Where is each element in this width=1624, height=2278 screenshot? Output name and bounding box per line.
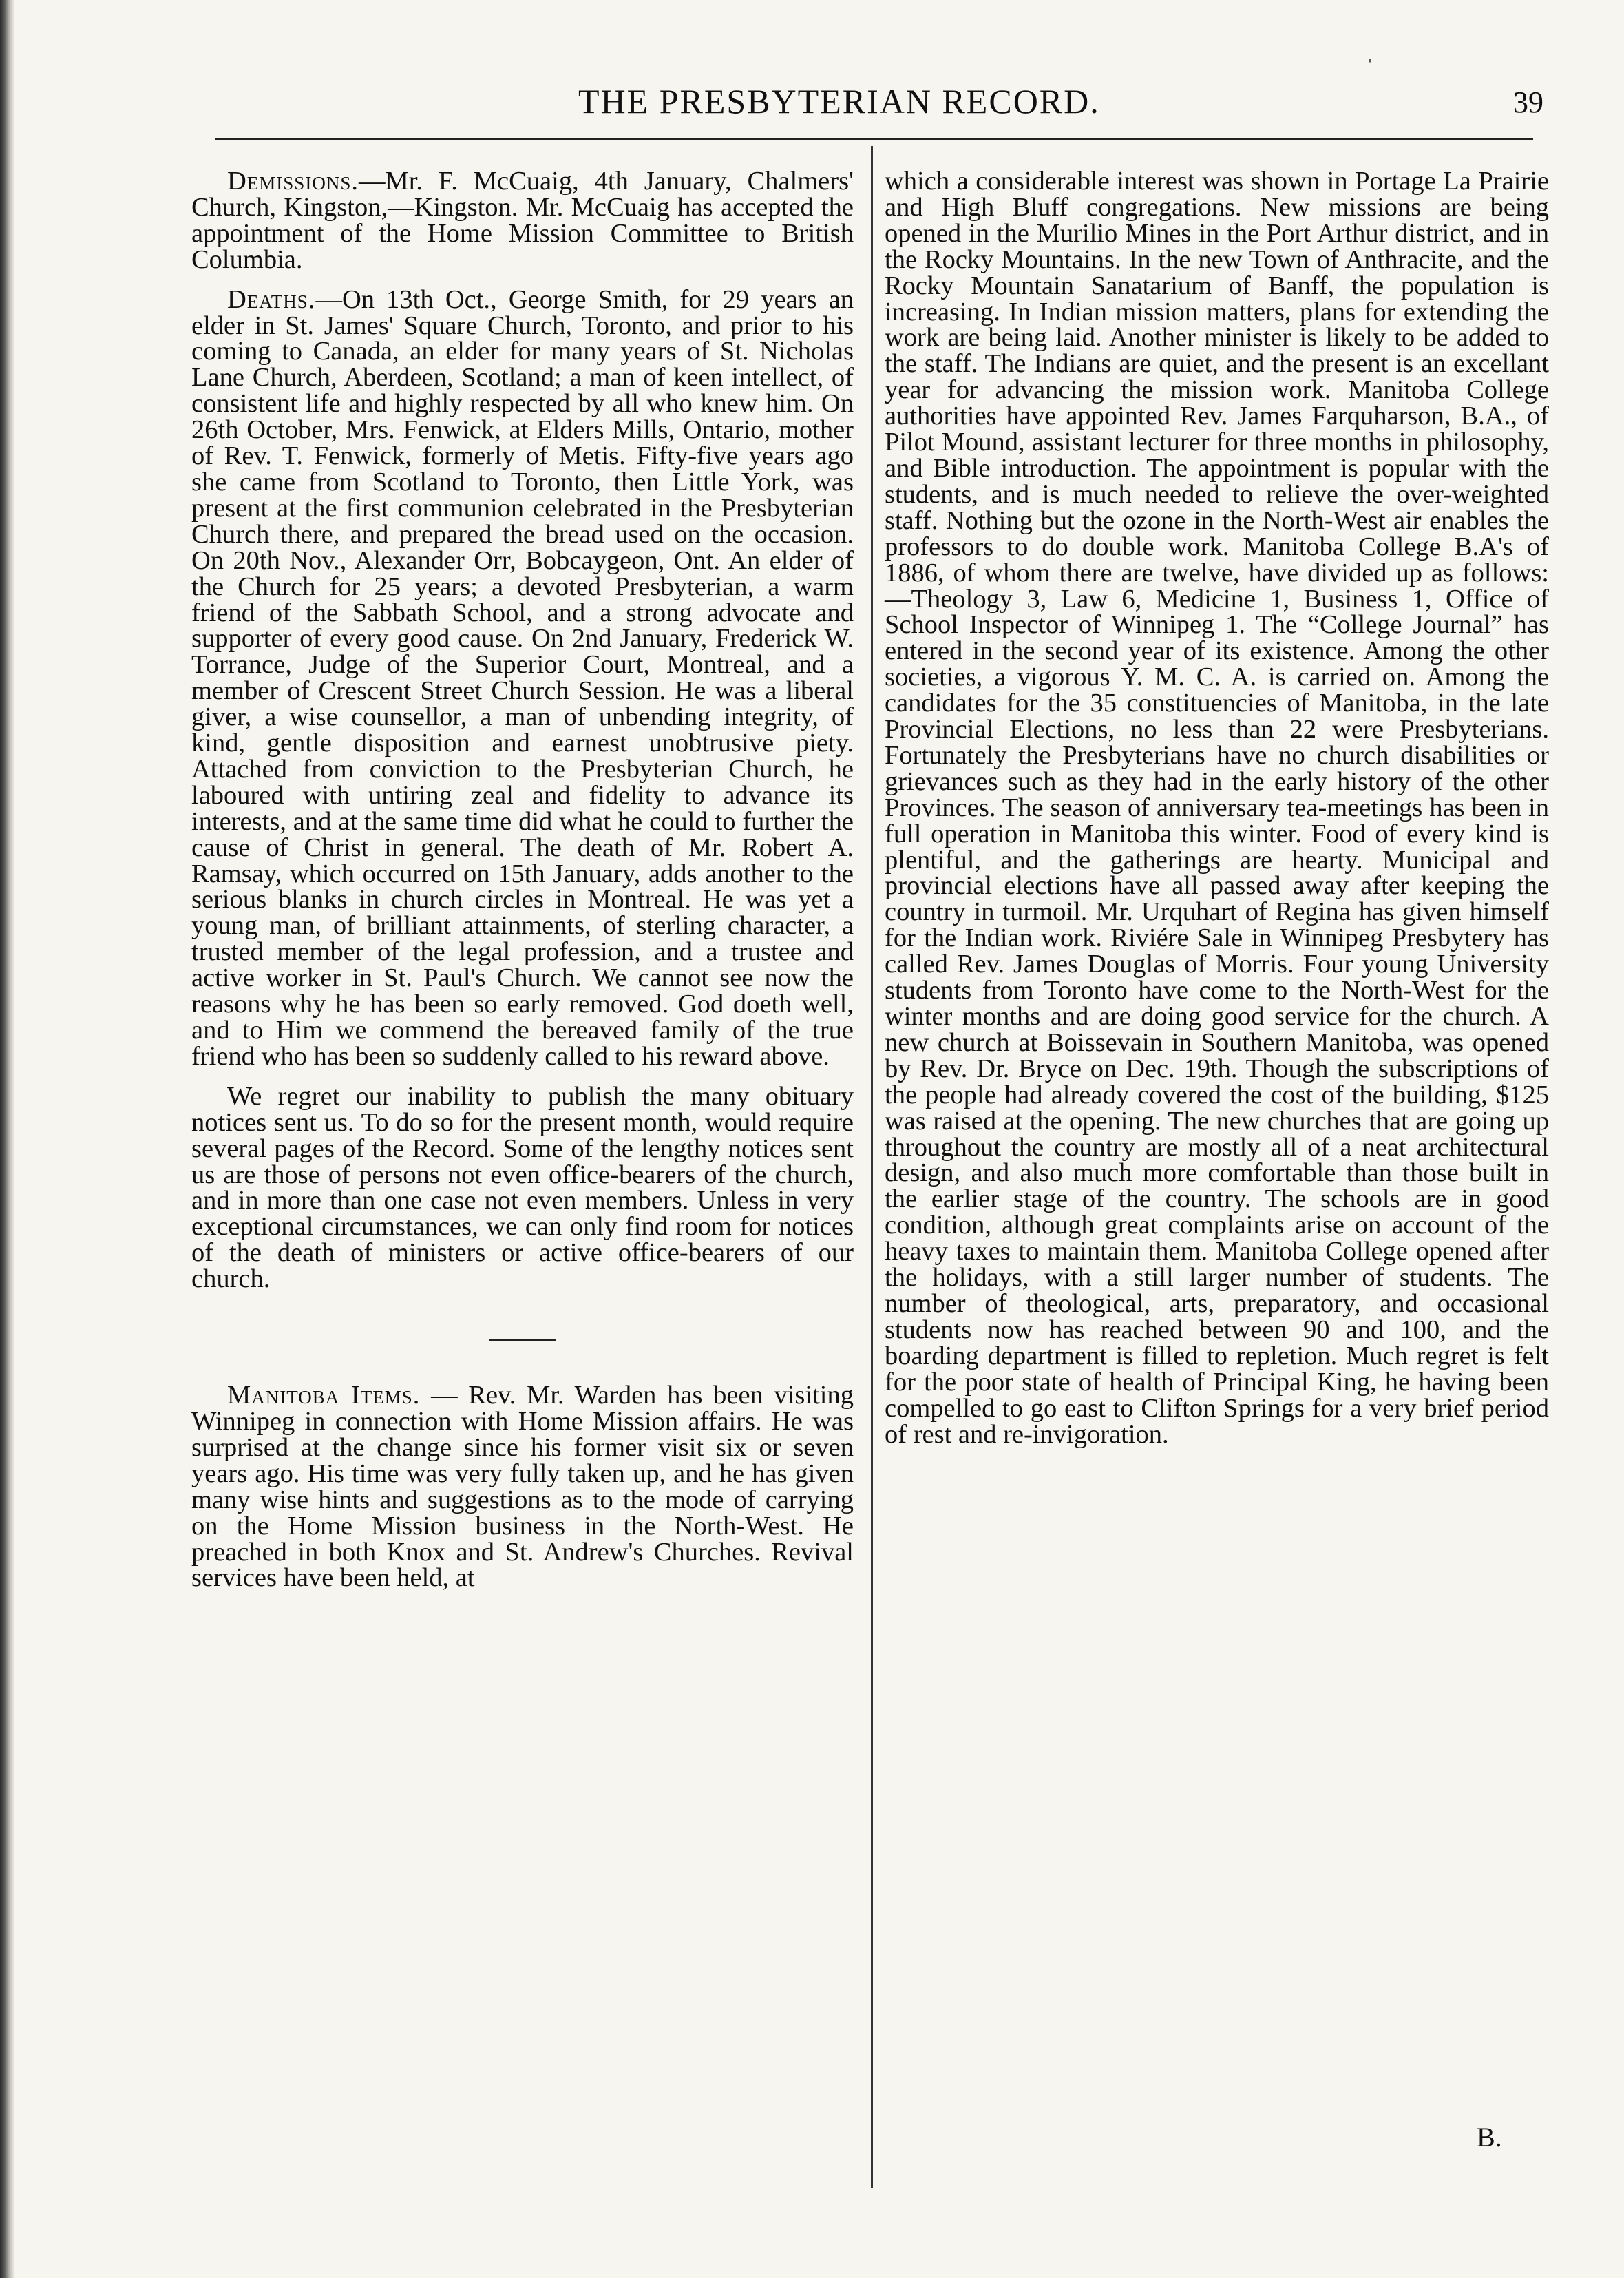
manitoba-paragraph [191, 1383, 854, 1591]
page-header [0, 81, 1624, 129]
author-signature: B. [1477, 2122, 1502, 2153]
publication-title: THE PRESBYTERIAN RECORD. [578, 82, 1100, 121]
left-column [191, 169, 854, 1591]
deaths-text: —On 13th Oct., George Smith, for 29 years an elder in St. James' Square Church, Toronto, and prior to his coming to Canada, an elder for many years of St. Nicholas Lane Church, Aberdeen, Scotland; a man of keen intellect, of consistent life and highly respected by all who knew him. On 26th October, Mrs. Fenwick, at Elders Mills, Ontario, mother of Rev. T. Fenwick, formerly of Metis. Fifty-five years ago she came from Scotland to Toronto, then Little York, was present at the first communion celebrated in the Presbyterian Church there, and prepared the bread used on the occasion. On 20th Nov., Alexander Orr, Bobcaygeon, Ont. An elder of the Church for 25 years; a devoted Presbyterian, a warm friend of the Sabbath School, and a strong advocate and supporter of every good cause. On 2nd January, Frederick W. Torrance, Judge of the Superior Court, Montreal, and a member of Crescent Street Church Session. He was a liberal giver, a wise counsellor, a man of unbending integrity, of kind, gentle disposition and earnest unobtrusive piety. Attached from conviction to the Presbyterian Church, he laboured with untiring zeal and fidelity to advance its interests, and at the same time did what he could to further the cause of Christ in general. The death of Mr. Robert A. Ramsay, which occurred on 15th January, adds another to the serious blanks in church circles in Montreal. He was yet a young man, of brilliant attainments, of sterling character, a trusted member of the legal profession, and a trustee and active worker in St. Paul's Church. We cannot see now the reasons why he has been so early removed. God doeth well, and to Him we commend the bereaved family of the true friend who has been so suddenly called to his reward above. [191, 284, 854, 1071]
print-mark: ˌ [1367, 40, 1373, 63]
regret-paragraph: We regret our inability to publish the many obituary notices sent us. To do so for the present month, would require several pages of the Record. Some of the lengthy notices sent us are those of persons not even office-bearers of the church, and in more than one case not even members. Unless in very exceptional circumstances, we can only find room for notices of the death of ministers or active office-bearers of our church. [191, 1081, 854, 1294]
binding-edge [0, 0, 15, 2278]
section-rule [489, 1339, 556, 1341]
demissions-heading: Demissions. [227, 167, 359, 196]
deaths-heading: Deaths. [227, 284, 316, 314]
page-number: 39 [1513, 85, 1543, 119]
header-rule [215, 138, 1533, 140]
right-column [885, 169, 1549, 1448]
deaths-paragraph [191, 284, 854, 1071]
manitoba-text: — Rev. Mr. Warden has been visiting Winnipeg in connection with Home Mission affairs. He was surprised at the change since his former visit six or seven years ago. His time was very fully taken up, and he has given many wise hints and suggestions as to the mode of carrying on the Home Mission business in the North-West. He preached in both Knox and St. Andrew's Churches. Revival services have been held, at [191, 1381, 854, 1593]
demissions-text: —Mr. F. McCuaig, 4th January, Chalmers' Church, Kingston,—Kingston. Mr. McCuaig has accepted the appointment of the Home Mission Committee to British Columbia. [191, 167, 854, 274]
demissions-paragraph [191, 169, 854, 273]
manitoba-heading: Manitoba Items. [227, 1381, 421, 1410]
manitoba-continued-paragraph: which a considerable interest was shown in Portage La Prairie and High Bluff congregations. New missions are being opened in the Murilio Mines in the Port Arthur district, and in the Rocky Mountains. In the new Town of Anthracite, and the Rocky Mountain Sanatarium of Banff, the population is increasing. In Indian mission matters, plans for extending the work are being laid. Another minister is likely to be added to the staff. The Indians are quiet, and the present is an excellant year for advancing the mission work. Manitoba College authorities have appointed Rev. James Farquharson, B.A., of Pilot Mound, assistant lecturer for three months in philosophy, and Bible introduction. The appointment is popular with the students, and is much needed to relieve the over-weighted staff. Nothing but the ozone in the North-West air enables the professors to do double work. Manitoba College B.A's of 1886, of whom there are twelve, have divided up as follows:—Theology 3, Law 6, Medicine 1, Business 1, Office of School Inspector of Winnipeg 1. The “College Journal” has entered in the second year of its existence. Among the other societies, a vigorous Y. M. C. A. is carried on. Among the candidates for the 35 constituencies of Manitoba, in the late Provincial Elections, no less than 22 were Presbyterians. Fortunately the Presbyterians have no church disabilities or grievances such as they had in the early history of the other Provinces. The season of anniversary tea-meetings has been in full operation in Manitoba this winter. Food of every kind is plentiful, and the gatherings are hearty. Municipal and provincial elections have all passed away after keeping the country in turmoil. Mr. Urquhart of Regina has given himself for the Indian work. Riviére Sale in Winnipeg Presbytery has called Rev. James Douglas of Morris. Four young University students from Toronto have come to the North-West for the winter months and are doing good service for the church. A new church at Boissevain in Southern Manitoba, was opened by Rev. Dr. Bryce on Dec. 19th. Though the subscriptions of the people had already covered the cost of the building, $125 was raised at the opening. The new churches that are going up throughout the country are mostly all of a neat architectural design, and also much more comfortable than those built in the earlier stage of the country. The schools are in good condition, although great complaints arise on account of the heavy taxes to maintain them. Manitoba College opened after the holidays, with a still larger number of students. The number of theological, arts, preparatory, and occasional students now has reached between 90 and 100, and the boarding department is filled to repletion. Much regret is felt for the poor state of health of Principal King, he having been compelled to go east to Clifton Springs for a very brief period of rest and re-invigoration. [885, 167, 1549, 1449]
column-divider [871, 146, 873, 2188]
